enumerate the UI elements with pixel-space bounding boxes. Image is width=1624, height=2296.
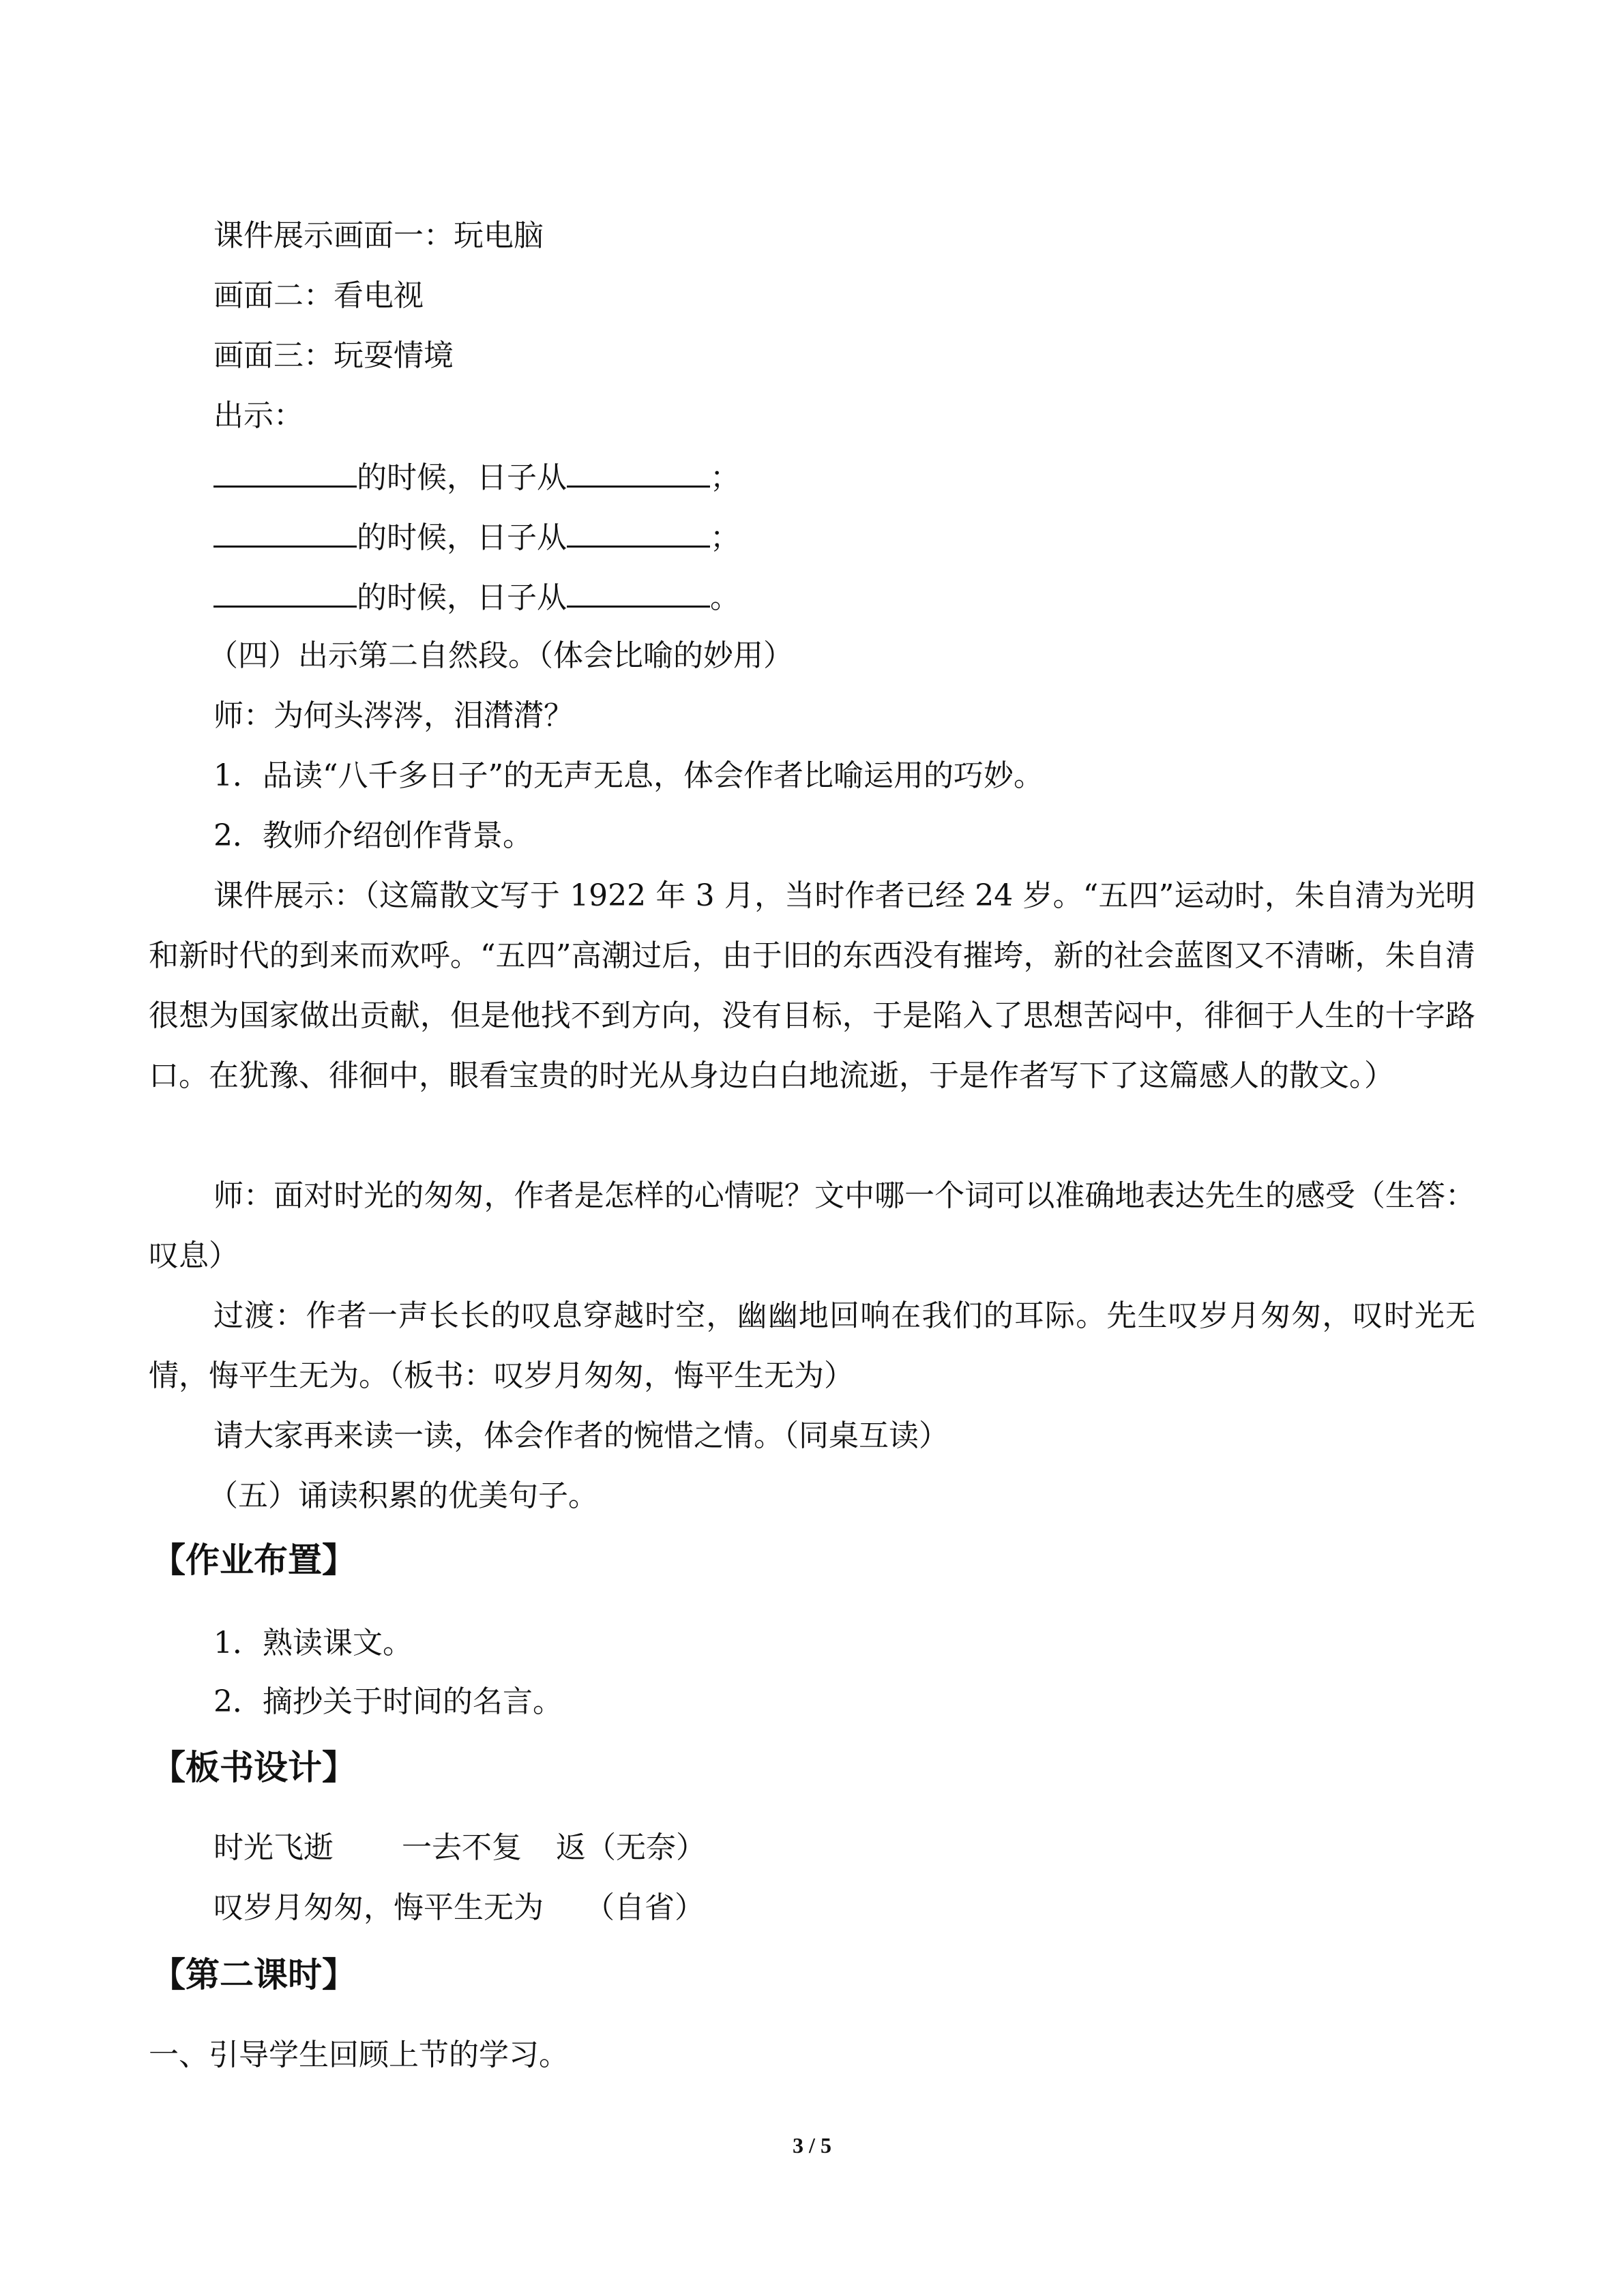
blank: [567, 456, 710, 488]
page-number: 3 / 5: [793, 2133, 831, 2158]
homework-heading: 【作业布置】: [151, 1540, 356, 1580]
text-line: 师：为何头涔涔，泪潸潸？: [213, 698, 574, 733]
question-paragraph: 师：面对时光的匆匆，作者是怎样的心情呢？文中哪一个词可以准确地表达先生的感受（生答：叹息）: [149, 1178, 1475, 1273]
list-item: 1．熟读课文。: [213, 1626, 413, 1660]
blank: [213, 456, 357, 488]
text-line: 一、引导学生回顾上节的学习。: [149, 2038, 569, 2072]
text-line: 1．品读“八千多日子”的无声无息，体会作者比喻运用的巧妙。: [213, 758, 1044, 793]
text-line: 2．教师介绍创作背景。: [213, 818, 533, 853]
blank: [213, 516, 357, 548]
fill-blank-line: 的时候，日子从 ；: [213, 516, 740, 558]
blank: [567, 576, 710, 608]
text-line: 请大家再来读一读，体会作者的惋惜之情。（同桌互读）: [213, 1418, 949, 1453]
section-line: （五）诵读积累的优美句子。: [208, 1478, 598, 1513]
blank: [213, 576, 357, 608]
list-item: 2．摘抄关于时间的名言。: [213, 1684, 563, 1719]
fill-blank-line: 的时候，日子从 。: [213, 576, 740, 618]
transition-paragraph: 过渡：作者一声长长的叹息穿越时空，幽幽地回响在我们的耳际。先生叹岁月匆匆，叹时光无情，悔平生无为。（板书：叹岁月匆匆，悔平生无为）: [149, 1298, 1475, 1393]
board-row: 时光飞逝 一去不复 返（无奈）: [213, 1830, 706, 1865]
background-paragraph: 课件展示：（这篇散文写于 1922 年 3 月，当时作者已经 24 岁。“五四”运动时，朱自清为光明和新时代的到来而欢呼。“五四”高潮过后，由于旧的东西没有摧垮，新的社会蓝图又不清晰，朱自清很想为国家做出贡献，但是他找不到方向，没有目标，于是陷入了思想苦闷中，徘徊于人生的十字路口。在犹豫、徘徊中，眼看宝贵的时光从身边白白地流逝，于是作者写下了这篇感人的散文。）: [149, 878, 1475, 1093]
board-heading: 【板书设计】: [151, 1748, 356, 1787]
blank: [567, 516, 710, 548]
section-line: （四）出示第二自然段。（体会比喻的妙用）: [208, 638, 793, 673]
second-lesson-heading: 【第二课时】: [151, 1955, 356, 1995]
text-line: 画面三：玩耍情境: [213, 338, 454, 373]
text-line: 课件展示画面一：玩电脑: [213, 218, 544, 253]
board-row: 叹岁月匆匆，悔平生无为 （自省）: [213, 1890, 705, 1925]
text-line: 出示：: [213, 398, 304, 433]
text-line: 画面二：看电视: [213, 278, 424, 313]
fill-blank-line: 的时候，日子从 ；: [213, 456, 740, 498]
